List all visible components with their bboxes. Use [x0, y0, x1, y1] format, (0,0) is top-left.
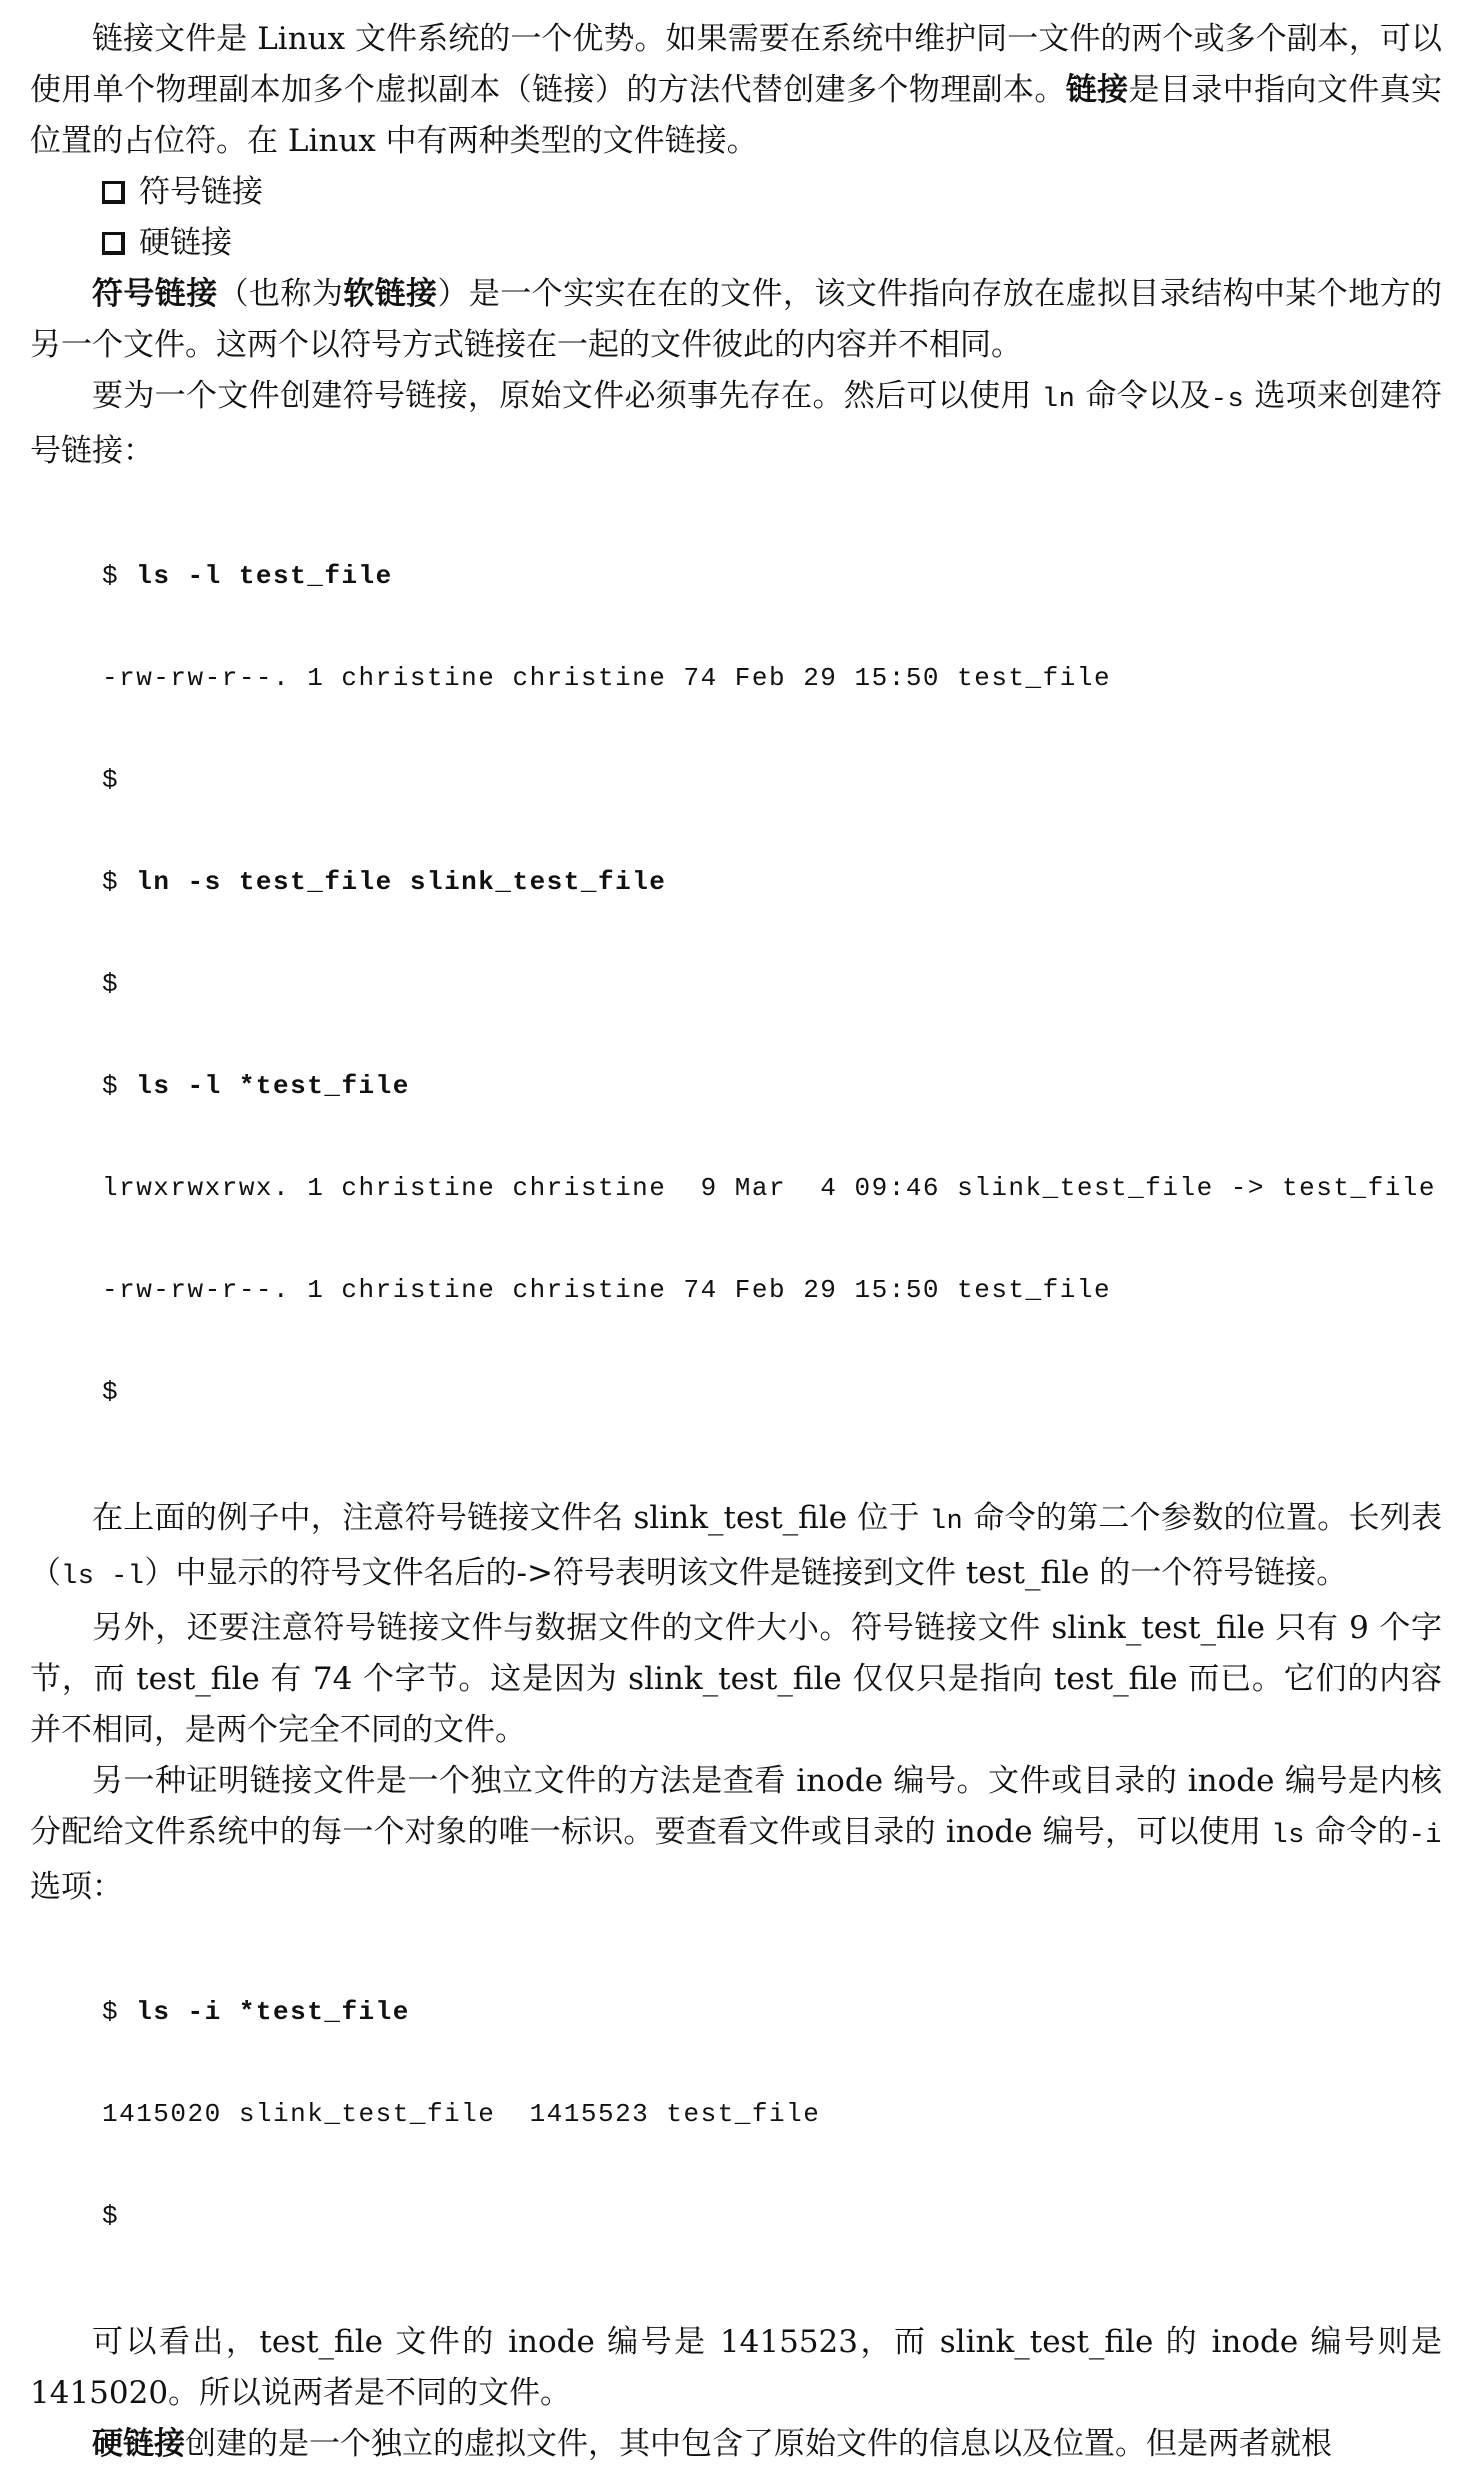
- paragraph-symbolic-link: 符号链接（也称为软链接）是一个实实在在的文件，该文件指向存放在虚拟目录结构中某个地方的另一个文件。这两个以符号方式链接在一起的文件彼此的内容并不相同。: [30, 276, 1443, 363]
- code-line: -rw-rw-r--. 1 christine christine 74 Feb 29 15:50 test_file: [102, 1275, 1112, 1305]
- paragraph-inode: 另一种证明链接文件是一个独立文件的方法是查看 inode 编号。文件或目录的 inode 编号是内核分配给文件系统中的每一个对象的唯一标识。要查看文件或目录的 inode 编号，可以使用 ls 命令的-i 选项：: [30, 1763, 1442, 1905]
- paragraph-intro: 链接文件是 Linux 文件系统的一个优势。如果需要在系统中维护同一文件的两个或多个副本，可以使用单个物理副本加多个虚拟副本（链接）的方法代替创建多个物理副本。链接是目录中指向文件真实位置的占位符。在 Linux 中有两种类型的文件链接。: [30, 21, 1443, 159]
- paragraph-example-explanation: 在上面的例子中，注意符号链接文件名 slink_test_file 位于 ln 命令的第二个参数的位置。长列表（ls -l）中显示的符号文件名后的->符号表明该文件是链接到文件 test_file 的一个符号链接。: [30, 1500, 1443, 1592]
- code-line: $: [102, 2201, 120, 2231]
- paragraph-inode-result: 可以看出，test_file 文件的 inode 编号是 1415523，而 slink_test_file 的 inode 编号则是 1415020。所以说两者是不同的文件。: [30, 2324, 1442, 2411]
- list-item-symbolic-link: 符号链接: [102, 167, 1442, 218]
- paragraph-file-size: 另外，还要注意符号链接文件与数据文件的文件大小。符号链接文件 slink_test_file 只有 9 个字节，而 test_file 有 74 个字节。这是因为 slink_test_file 仅仅只是指向 test_file 而已。它们的内容并不相同，是两个完全不同的文件。: [30, 1610, 1442, 1748]
- code-line: $: [102, 765, 120, 795]
- code-line: $ ls -i *test_file: [102, 1997, 410, 2027]
- code-line: 1415020 slink_test_file 1415523 test_file: [102, 2099, 821, 2129]
- term-link: 链接: [1065, 72, 1129, 108]
- code-line: -rw-rw-r--. 1 christine christine 74 Feb 29 15:50 test_file: [102, 663, 1112, 693]
- paragraph-hard-link: 硬链接创建的是一个独立的虚拟文件，其中包含了原始文件的信息以及位置。但是两者就根: [92, 2426, 1332, 2462]
- checkbox-bullet-icon: [102, 232, 125, 255]
- code-line: $ ln -s test_file slink_test_file: [102, 867, 667, 897]
- code-line: lrwxrwxrwx. 1 christine christine 9 Mar 4 09:46 slink_test_file -> test_file: [102, 1173, 1436, 1203]
- code-line: $: [102, 969, 120, 999]
- book-page: [30, 14, 1442, 2470]
- code-block-ln: [102, 491, 1442, 1477]
- code-line: $ ls -l *test_file: [102, 1071, 410, 1101]
- checkbox-bullet-icon: [102, 181, 125, 204]
- code-block-inode: [102, 1927, 1442, 2301]
- code-line: $: [102, 1377, 120, 1407]
- code-line: $ ls -l test_file: [102, 561, 393, 591]
- paragraph-create-symlink: 要为一个文件创建符号链接，原始文件必须事先存在。然后可以使用 ln 命令以及-s 选项来创建符号链接：: [30, 378, 1443, 469]
- list-item-hard-link: 硬链接: [102, 218, 1442, 269]
